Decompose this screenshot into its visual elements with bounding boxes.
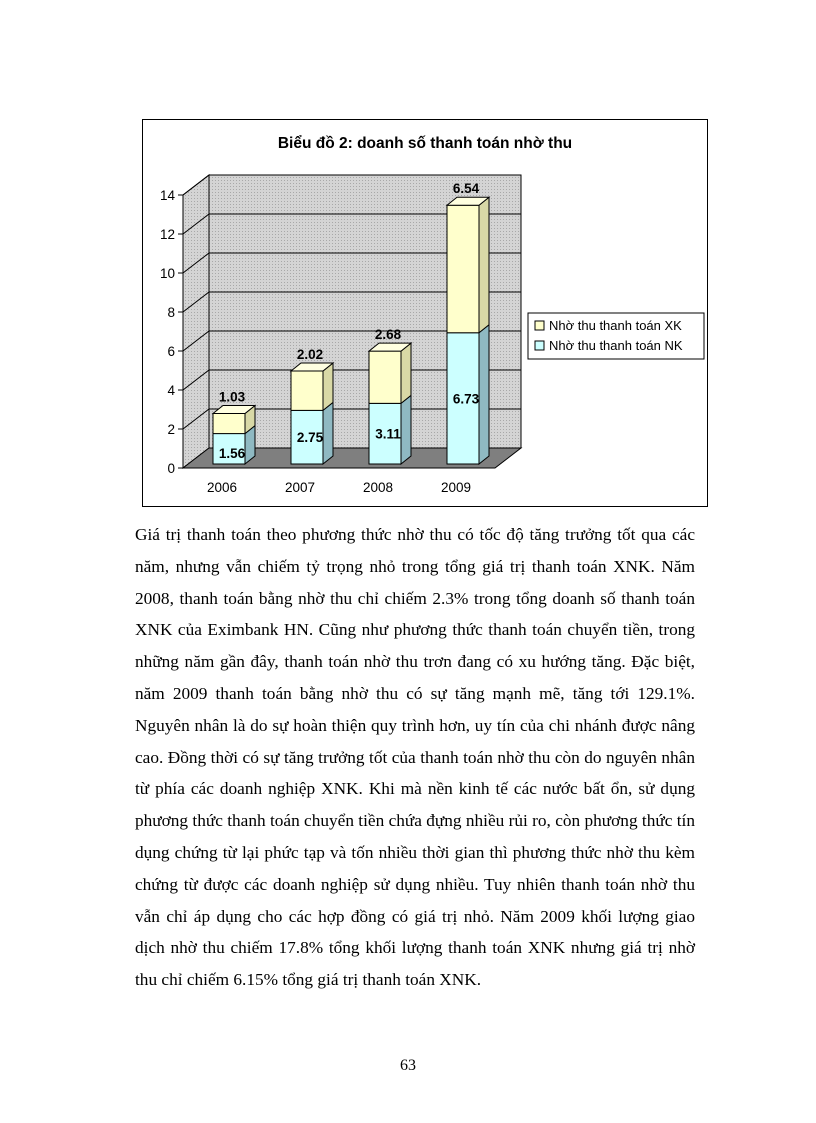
data-label: 2.75	[296, 430, 324, 446]
data-label: 2.02	[296, 346, 324, 362]
legend-swatch	[535, 321, 544, 330]
bar-side	[479, 325, 489, 464]
chart-legend	[528, 313, 704, 359]
page-number: 63	[400, 1057, 416, 1074]
bar-side	[401, 343, 411, 403]
bar-side	[479, 197, 489, 333]
x-tick-label: 2009	[440, 480, 472, 495]
bar-segment	[213, 413, 245, 433]
data-label: 2.68	[374, 327, 402, 343]
x-tick-label: 2008	[362, 480, 394, 495]
y-tick-label: 2	[167, 422, 175, 437]
y-tick-label: 12	[159, 227, 175, 242]
plot-area	[160, 175, 521, 495]
y-tick-label: 4	[167, 383, 175, 398]
data-label: 6.54	[452, 181, 480, 197]
y-tick-label: 14	[159, 188, 175, 203]
body-paragraph: Giá trị thanh toán theo phương thức nhờ thu có tốc độ tăng trưởng tốt qua các năm, nhưng vẫn chiếm tỷ trọng nhỏ trong tổng giá trị thanh toán XNK. Năm 2008, thanh toán bằng nhờ thu chỉ chiếm 2.3% trong tổng doanh số thanh toán XNK của Eximbank HN. Cũng như phương thức thanh toán chuyển tiền, trong những năm gần đây, thanh toán nhờ thu trơn đang có xu hướng tăng. Đặc biệt, năm 2009 thanh toán bằng nhờ thu có sự tăng mạnh mẽ, tăng tới 129.1%. Nguyên nhân là do sự hoàn thiện quy trình hơn, uy tín của chi nhánh được nâng cao. Đồng thời có sự tăng trưởng tốt của thanh toán nhờ thu còn do nguyên nhân từ phía các doanh nghiệp XNK. Khi mà nền kinh tế các nước bất ổn, sử dụng phương thức thanh toán chuyển tiền chứa đựng nhiều rủi ro, còn phương thức tín dụng chứng từ lại phức tạp và tốn nhiều thời gian thì phương thức nhờ thu kèm chứng từ được các doanh nghiệp sử dụng nhiều. Tuy nhiên thanh toán nhờ thu vẫn chỉ áp dụng cho các hợp đồng có giá trị nhỏ. Năm 2009 khối lượng giao dịch nhờ thu chiếm 17.8% tổng khối lượng thanh toán XNK nhưng giá trị nhờ thu chỉ chiếm 6.15% tổng giá trị thanh toán XNK.	[135, 525, 695, 990]
data-label: 3.11	[375, 426, 401, 442]
bar-segment	[291, 371, 323, 410]
bar-side	[401, 395, 411, 464]
legend-swatch	[535, 341, 544, 350]
legend-label: Nhờ thu thanh toán XK	[549, 318, 682, 333]
x-tick-label: 2006	[206, 480, 238, 495]
bar-side	[323, 402, 333, 464]
chart-container	[142, 119, 708, 507]
stacked-bar-chart	[143, 120, 707, 506]
y-tick-label: 6	[167, 344, 175, 359]
legend-label: Nhờ thu thanh toán NK	[549, 338, 683, 353]
chart-title: Biểu đồ 2: doanh số thanh toán nhờ thu	[277, 135, 573, 152]
data-label: 6.73	[452, 391, 480, 407]
bar-segment	[369, 351, 401, 403]
side-wall	[183, 175, 209, 468]
data-label: 1.03	[218, 389, 246, 405]
y-tick-label: 0	[167, 461, 175, 476]
x-tick-label: 2007	[284, 480, 316, 495]
y-tick-label: 8	[167, 305, 175, 320]
bar-segment	[447, 205, 479, 333]
data-label: 1.56	[218, 446, 246, 461]
y-tick-label: 10	[159, 266, 175, 281]
